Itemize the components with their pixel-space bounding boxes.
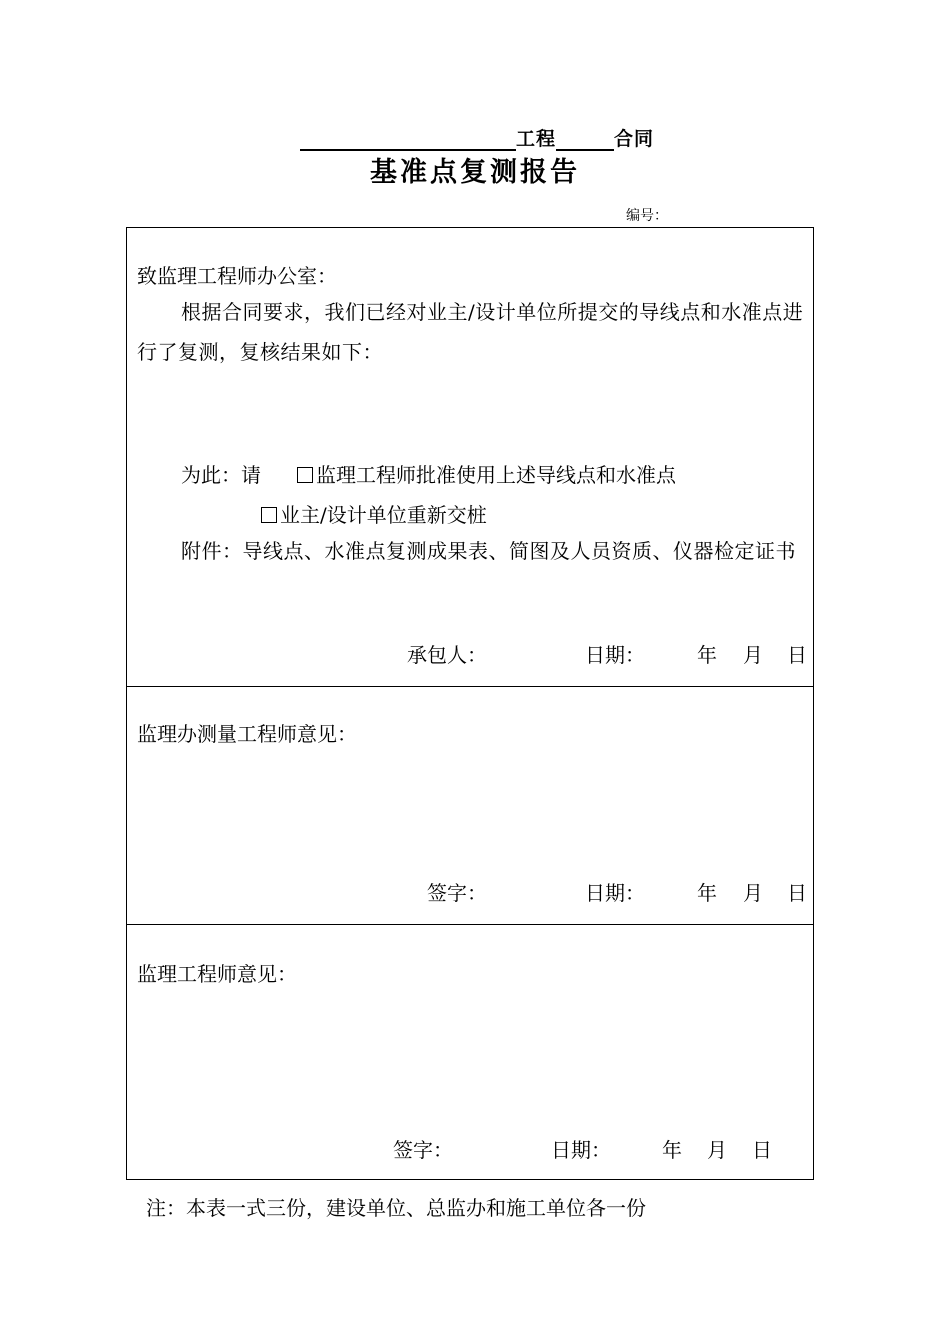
body-paragraph: 根据合同要求，我们已经对业主/设计单位所提交的导线点和水准点进行了复测，复核结果如下： [137, 300, 804, 364]
supervisor-section [127, 925, 813, 1179]
year-label: 年 [697, 881, 717, 905]
option-approve-label: 监理工程师批准使用上述导线点和水准点 [316, 463, 676, 487]
supervisor-heading: 监理工程师意见： [137, 962, 297, 986]
report-title: 基准点复测报告 [370, 157, 580, 188]
footnote: 注：本表一式三份，建设单位、总监办和施工单位各一份 [146, 1196, 646, 1220]
date-label: 日期： [551, 1138, 611, 1162]
date-label: 日期： [585, 881, 645, 905]
option-approve[interactable] [297, 459, 676, 488]
signature-label: 签字： [393, 1138, 453, 1162]
day-label: 日 [787, 643, 807, 667]
month-label: 月 [707, 1138, 727, 1162]
month-label: 月 [743, 643, 763, 667]
contractor-section [127, 228, 813, 687]
contractor-label: 承包人： [407, 643, 487, 667]
request-prefix: 为此：请 [181, 463, 261, 487]
checkbox-icon[interactable] [261, 507, 277, 523]
day-label: 日 [752, 1138, 772, 1162]
attachment-paragraph: 附件：导线点、水准点复测成果表、简图及人员资质、仪器检定证书 [181, 539, 796, 563]
signature-label: 签字： [427, 881, 487, 905]
contract-suffix: 合同 [614, 128, 655, 150]
option-rehandover-label: 业主/设计单位重新交桩 [280, 503, 487, 527]
survey-engineer-section [127, 687, 813, 925]
option-rehandover[interactable] [261, 499, 487, 528]
month-label: 月 [743, 881, 763, 905]
year-label: 年 [662, 1138, 682, 1162]
project-contract-line [300, 124, 654, 151]
survey-engineer-heading: 监理办测量工程师意见： [137, 722, 357, 746]
day-label: 日 [787, 881, 807, 905]
number-label: 编号： [626, 208, 668, 224]
year-label: 年 [697, 643, 717, 667]
addressee: 致监理工程师办公室： [137, 264, 337, 288]
report-form [126, 227, 814, 1180]
contract-number-blank[interactable] [556, 125, 614, 151]
project-name-blank[interactable] [300, 125, 516, 151]
project-suffix: 工程 [516, 128, 557, 150]
checkbox-icon[interactable] [297, 467, 313, 483]
date-label: 日期： [585, 643, 645, 667]
